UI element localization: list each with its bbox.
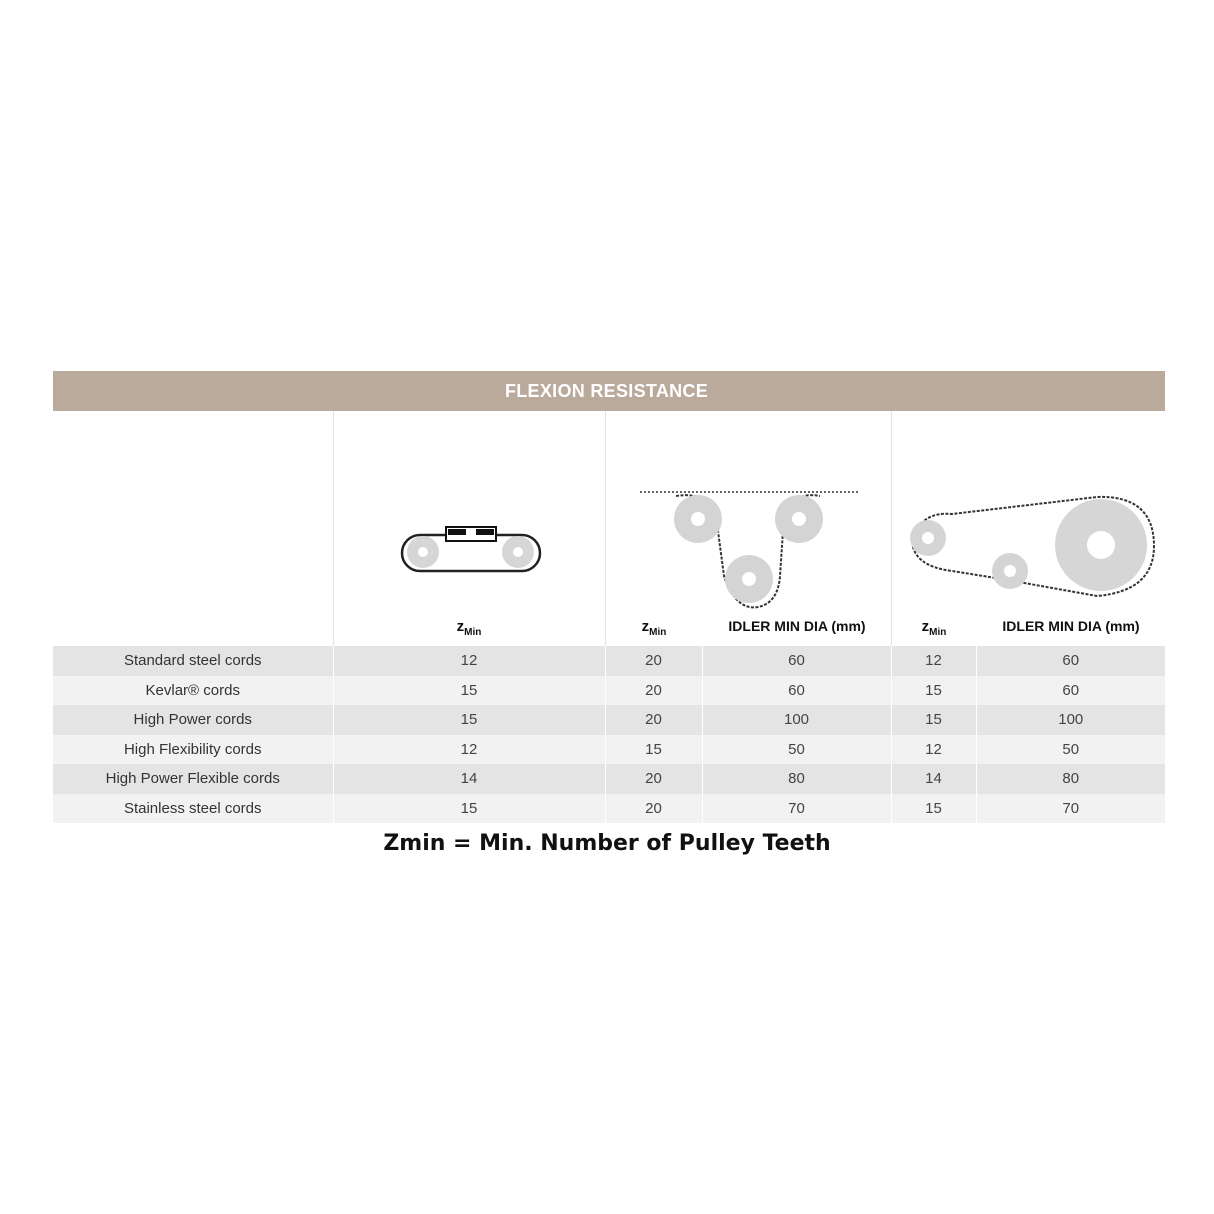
cell: 80 [976,764,1165,794]
idler-min-dia-header: IDLER MIN DIA (mm) [1002,618,1140,634]
cell: 15 [333,794,605,824]
two-pulley-belt-diagram [334,411,606,638]
idler-min-dia-header: IDLER MIN DIA (mm) [728,618,866,634]
footnote: Zmin = Min. Number of Pulley Teeth [383,831,831,856]
cell: 12 [333,735,605,765]
cell: 15 [333,705,605,735]
cell: 60 [976,676,1165,706]
serpentine-belt-diagram [606,411,892,638]
cell: 60 [702,646,891,676]
data-table [53,411,1165,823]
row-label: High Power cords [53,705,333,735]
cell: 20 [605,705,702,735]
cell: 15 [605,735,702,765]
diagram-header-row [53,411,1165,646]
cell: 20 [605,676,702,706]
table-row [53,705,1165,735]
row-label: High Power Flexible cords [53,764,333,794]
cell: 100 [976,705,1165,735]
cell: 70 [702,794,891,824]
cell: 80 [702,764,891,794]
two-pulley-header-cell [333,411,605,646]
zmin-header: $z_{Min}$ [456,618,482,638]
table-row [53,794,1165,824]
cell: 70 [976,794,1165,824]
cell: 60 [976,646,1165,676]
idler-layout-header-cell [891,411,1165,646]
cell: 20 [605,794,702,824]
zmin-header: $z_{Min}$ [641,618,667,638]
flexion-resistance-table [53,371,1165,823]
table-title: FLEXION RESISTANCE [504,380,709,401]
cell: 15 [333,676,605,706]
idler-belt-diagram [892,411,1166,638]
row-label: Stainless steel cords [53,794,333,824]
table-row [53,676,1165,706]
serpentine-headers [606,618,892,638]
cell: 15 [891,794,976,824]
table-row [53,735,1165,765]
table-row [53,646,1165,676]
cell: 20 [605,646,702,676]
cell: 20 [605,764,702,794]
zmin-header: $z_{Min}$ [921,618,947,638]
cell: 12 [891,646,976,676]
empty-header-cell [53,411,333,646]
cell: 15 [891,705,976,735]
row-label: Standard steel cords [53,646,333,676]
cell: 50 [702,735,891,765]
table-row [53,764,1165,794]
cell: 50 [976,735,1165,765]
cell: 12 [891,735,976,765]
cell: 14 [891,764,976,794]
cell: 15 [891,676,976,706]
serpentine-header-cell [605,411,891,646]
row-label: Kevlar® cords [53,676,333,706]
row-label: High Flexibility cords [53,735,333,765]
table-title-bar [53,371,1165,411]
cell: 14 [333,764,605,794]
cell: 60 [702,676,891,706]
idler-headers [892,618,1166,638]
cell: 100 [702,705,891,735]
cell: 12 [333,646,605,676]
